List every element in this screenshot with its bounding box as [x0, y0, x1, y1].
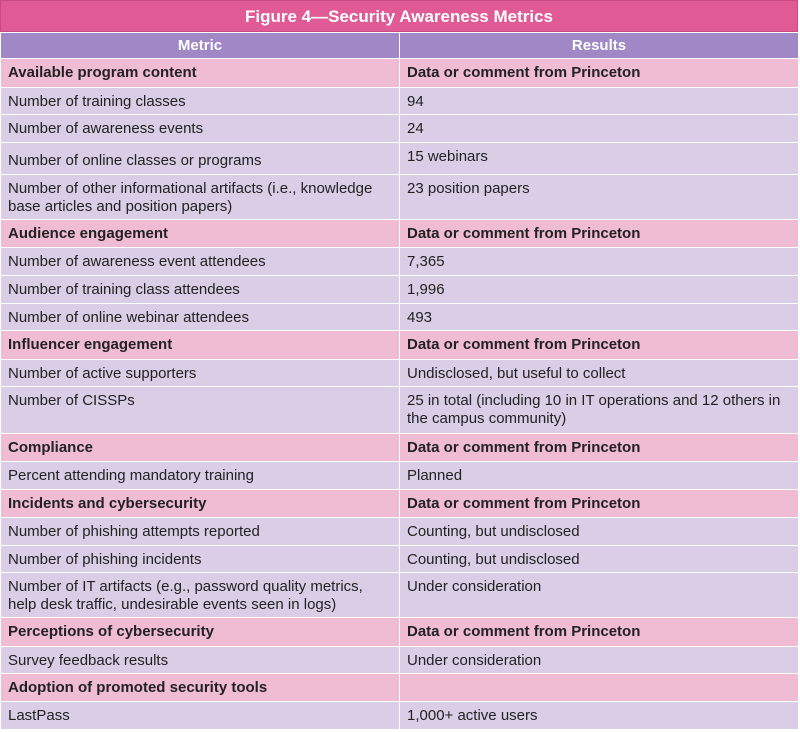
table-row — [1, 88, 799, 115]
figure-title: Figure 4—Security Awareness Metrics — [0, 0, 798, 32]
table-header-row — [1, 33, 799, 59]
metric-cell: Number of phishing attempts reported — [1, 518, 400, 546]
results-column-header: Results — [400, 33, 799, 59]
metric-cell: Number of online webinar attendees — [1, 304, 400, 331]
result-cell: Data or comment from Princeton — [400, 220, 799, 248]
metric-cell: Number of active supporters — [1, 360, 400, 387]
metric-cell: Number of awareness events — [1, 115, 400, 143]
table-row — [1, 360, 799, 387]
metric-cell: Number of other informational artifacts (i.e., knowledge base articles and position papers) — [1, 175, 400, 220]
table-row — [1, 462, 799, 490]
metric-cell: Number of training classes — [1, 88, 400, 115]
metric-cell: Adoption of promoted security tools — [1, 674, 400, 702]
table-row — [1, 304, 799, 331]
table-row — [1, 573, 799, 618]
metric-cell: Incidents and cybersecurity — [1, 490, 400, 518]
table-row — [1, 647, 799, 674]
result-cell: Under consideration — [400, 647, 799, 674]
table-row — [1, 702, 799, 730]
metric-column-header: Metric — [1, 33, 400, 59]
metric-cell: Number of CISSPs — [1, 387, 400, 434]
metric-cell: Audience engagement — [1, 220, 400, 248]
section-row — [1, 490, 799, 518]
metric-cell: Percent attending mandatory training — [1, 462, 400, 490]
metric-cell: Number of awareness event attendees — [1, 248, 400, 276]
section-row — [1, 434, 799, 462]
table-row — [1, 518, 799, 546]
metric-cell: LastPass — [1, 702, 400, 730]
metric-cell: Survey feedback results — [1, 647, 400, 674]
table-row — [1, 248, 799, 276]
result-cell: 1,000+ active users — [400, 702, 799, 730]
section-row — [1, 331, 799, 360]
result-cell: Data or comment from Princeton — [400, 490, 799, 518]
result-cell: Under consideration — [400, 573, 799, 618]
section-row — [1, 220, 799, 248]
metric-cell: Number of IT artifacts (e.g., password quality metrics, help desk traffic, undesirable events seen in logs) — [1, 573, 400, 618]
result-cell: Data or comment from Princeton — [400, 331, 799, 360]
metric-cell: Available program content — [1, 59, 400, 88]
metric-cell: Number of online classes or programs — [1, 143, 400, 175]
result-cell: 15 webinars — [400, 143, 799, 175]
table-row — [1, 175, 799, 220]
result-cell: 23 position papers — [400, 175, 799, 220]
table-row — [1, 546, 799, 573]
table-row — [1, 276, 799, 304]
result-cell: Counting, but undisclosed — [400, 518, 799, 546]
result-cell: Data or comment from Princeton — [400, 618, 799, 647]
metric-cell: Perceptions of cybersecurity — [1, 618, 400, 647]
table-row — [1, 387, 799, 434]
metric-cell: Number of phishing incidents — [1, 546, 400, 573]
result-cell: Data or comment from Princeton — [400, 434, 799, 462]
result-cell: Undisclosed, but useful to collect — [400, 360, 799, 387]
result-cell: 24 — [400, 115, 799, 143]
result-cell: 7,365 — [400, 248, 799, 276]
result-cell: 493 — [400, 304, 799, 331]
section-row — [1, 618, 799, 647]
result-cell: 1,996 — [400, 276, 799, 304]
metric-cell: Influencer engagement — [1, 331, 400, 360]
result-cell: 94 — [400, 88, 799, 115]
result-cell: Planned — [400, 462, 799, 490]
metric-cell: Compliance — [1, 434, 400, 462]
section-row — [1, 674, 799, 702]
metric-cell: Number of training class attendees — [1, 276, 400, 304]
metrics-table — [0, 32, 799, 730]
result-cell: Counting, but undisclosed — [400, 546, 799, 573]
result-cell: 25 in total (including 10 in IT operations and 12 others in the campus community) — [400, 387, 799, 434]
result-cell: Data or comment from Princeton — [400, 59, 799, 88]
section-row — [1, 59, 799, 88]
result-cell — [400, 674, 799, 702]
table-row — [1, 143, 799, 175]
table-row — [1, 115, 799, 143]
